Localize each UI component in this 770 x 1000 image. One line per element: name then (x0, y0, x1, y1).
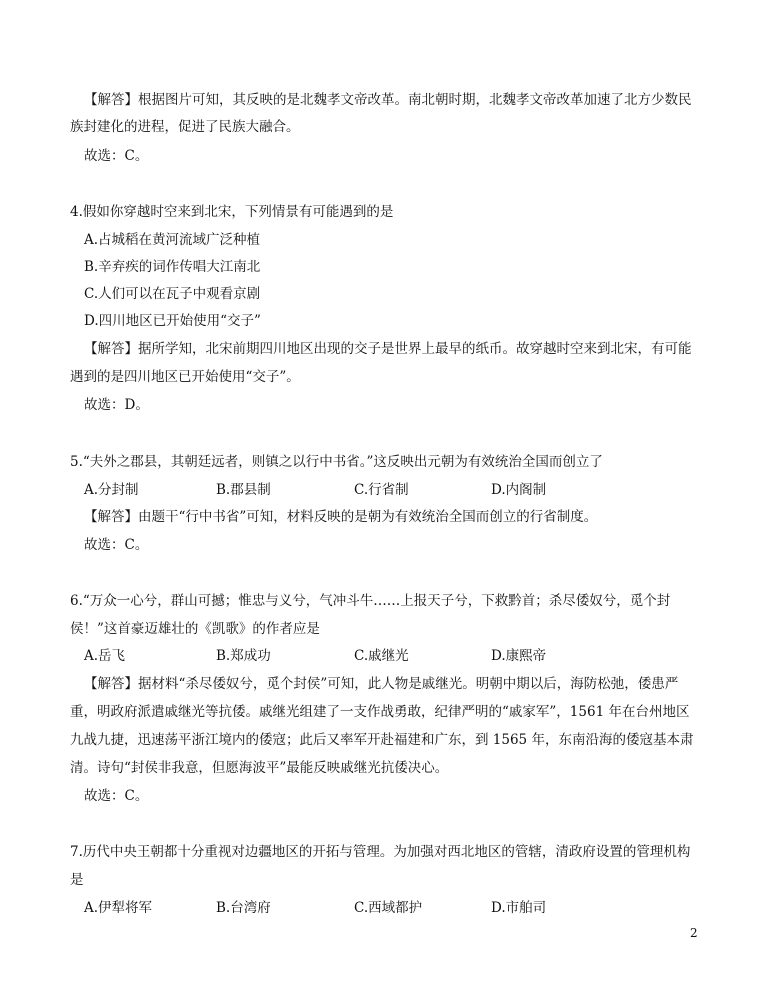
q6-option-d: D.康熙帝 (491, 648, 547, 664)
q7-option-b: B.台湾府 (216, 900, 271, 916)
q3-choice: 故选：C。 (84, 148, 149, 164)
q6-answer-line-1: 【解答】据材料“杀尽倭奴兮，觅个封侯”可知，此人物是戚继光。明朝中期以后，海防松弛，倭患严 (84, 676, 679, 692)
q7-option-d: D.市舶司 (491, 900, 547, 916)
q5-option-d: D.内阁制 (491, 482, 547, 498)
q5-answer: 【解答】由题干“行中书省”可知，材料反映的是朝为有效统治全国而创立的行省制度。 (84, 509, 598, 525)
q6-choice: 故选：C。 (84, 788, 149, 804)
q3-answer-line-2: 族封建化的进程，促进了民族大融合。 (70, 119, 300, 135)
q3-answer-line-1: 【解答】根据图片可知，其反映的是北魏孝文帝改革。南北朝时期，北魏孝文帝改革加速了北方少数民 (84, 92, 692, 108)
q4-stem: 4.假如你穿越时空来到北宋，下列情景有可能遇到的是 (70, 204, 394, 220)
q6-answer-line-3: 九战九捷，迅速荡平浙江境内的倭寇；此后又率军开赴福建和广东，到 1565 年，东南沿海的倭寇基本肃 (70, 732, 694, 748)
q7-option-a: A.伊犁将军 (84, 900, 153, 916)
q5-options (84, 480, 644, 500)
q7-options (84, 898, 644, 918)
q5-option-c: C.行省制 (354, 482, 409, 498)
q4-option-a: A.占城稻在黄河流域广泛种植 (84, 232, 261, 248)
q4-option-b: B.辛弃疾的词作传唱大江南北 (84, 259, 261, 275)
q5-option-b: B.郡县制 (216, 482, 271, 498)
q6-option-a: A.岳飞 (84, 648, 126, 664)
q4-option-c: C.人们可以在瓦子中观看京剧 (84, 286, 261, 302)
q6-option-c: C.戚继光 (354, 648, 409, 664)
q4-option-d: D.四川地区已开始使用“交子” (84, 313, 261, 329)
q6-options (84, 646, 644, 666)
page-number: 2 (690, 926, 698, 940)
q4-choice: 故选：D。 (84, 397, 149, 413)
q5-stem: 5.“夫外之郡县，其朝廷远者，则镇之以行中书省。”这反映出元朝为有效统治全国而创立了 (70, 454, 603, 470)
q6-stem-line-1: 6.“万众一心兮，群山可撼；惟忠与义兮，气冲斗牛……上报天子兮，下救黔首；杀尽倭奴兮，觅个封 (70, 593, 671, 609)
q6-answer-line-2: 重，明政府派遣戚继光等抗倭。戚继光组建了一支作战勇敢，纪律严明的“戚家军”，1561 年在台州地区 (70, 704, 690, 720)
q6-answer-line-4: 清。诗句“封侯非我意，但愿海波平”最能反映戚继光抗倭决心。 (70, 760, 449, 776)
q7-stem-line-1: 7.历代中央王朝都十分重视对边疆地区的开拓与管理。为加强对西北地区的管辖，清政府设置的管理机构 (70, 844, 691, 860)
q4-answer-line-2: 遇到的是四川地区已开始使用“交子”。 (70, 369, 300, 385)
q6-stem-line-2: 侯！”这首豪迈雄壮的《凯歌》的作者应是 (70, 621, 320, 637)
q5-option-a: A.分封制 (84, 482, 139, 498)
q7-option-c: C.西域都护 (354, 900, 423, 916)
q4-answer-line-1: 【解答】据所学知，北宋前期四川地区出现的交子是世界上最早的纸币。故穿越时空来到北宋，有可能 (84, 341, 692, 357)
q6-option-b: B.郑成功 (216, 648, 271, 664)
q7-stem-line-2: 是 (70, 872, 84, 888)
q5-choice: 故选：C。 (84, 537, 149, 553)
